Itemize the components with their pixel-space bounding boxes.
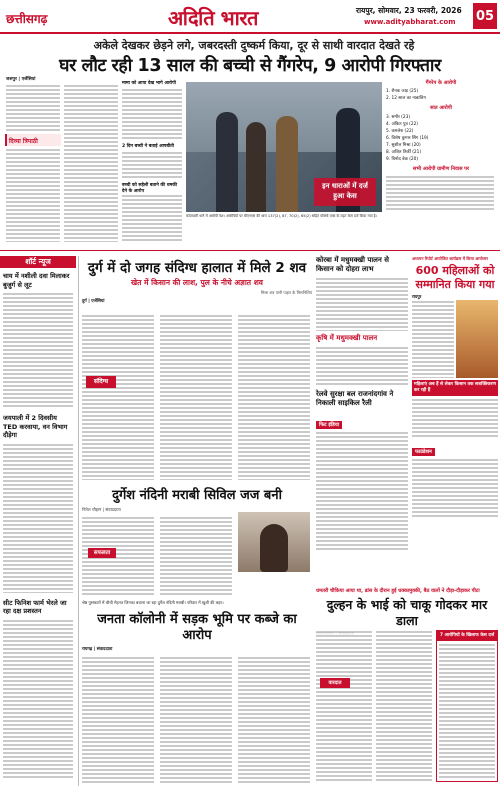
body-text (160, 656, 232, 784)
top-kicker: अकेले देखकर छेड़ने लगे, जबरदस्ती दुष्कर्म किया, दूर से साथी वारदात देखते रहे (93, 39, 415, 52)
korba-story (316, 256, 408, 586)
durg-meta: मिला शव पानी पाइप के मिलनिशिप (260, 290, 312, 295)
accused-line-1: 1. रौनक जाड़ (25) (386, 89, 419, 94)
body-text (64, 84, 118, 242)
subhead: मामा को आया देख भागे आरोपी (122, 81, 176, 86)
wedding-story (316, 588, 498, 786)
tag-label: फाउंडेशन (412, 448, 435, 456)
women-caption: महिलाएं अब हैं से लेकर किसान तक सशक्तिकरण कर रही हैं (412, 380, 498, 396)
story-photo (186, 82, 382, 212)
brief-title: सीट फिनिश फार्म भेरले जा रहा दक्ष प्रशस्तन (3, 598, 67, 615)
logo: अदिति भारत (168, 6, 258, 30)
accused-box (386, 80, 496, 242)
body-text (316, 630, 372, 782)
body-text (122, 194, 182, 242)
person-figure (246, 122, 266, 212)
page-number: 05 (473, 3, 497, 29)
body-text (386, 175, 494, 211)
accused-item: 5. कमलेश (22) (386, 129, 414, 134)
subhead: बच्ची को सहेली बताने की धमकी देने के आरोप (122, 183, 178, 194)
accused-sub-2: सभी आरोपी ग्रामीण निवास पर (412, 166, 470, 172)
accused-item: 3. समीर (23) (386, 115, 410, 120)
women-photo (456, 300, 498, 378)
body-text (316, 346, 408, 386)
top-headline: घर लौट रही 13 साल की बच्ची से गैंगरेप, 9 आरोपी गिरफ्तार (59, 56, 441, 76)
body-text (122, 151, 182, 179)
accused-item: 8. अजित तिर्की (21) (386, 150, 422, 155)
body-text (376, 630, 432, 782)
judge-photo (238, 512, 310, 572)
masthead (0, 0, 500, 32)
colony-dateline: रायगढ़ | संवाददाता (82, 647, 113, 652)
top-story (0, 36, 500, 246)
body-text (6, 148, 60, 242)
colony-story (82, 612, 312, 786)
judge-headline: दुर्गेश नंदिनी मराबी सिविल जज बनी (112, 488, 282, 503)
brief-title: चाय में नशीली दवा मिलाकर बुजुर्ग से लूट (3, 272, 70, 289)
byline: दिव्या त्रिपाठी (9, 138, 38, 145)
wedding-headline: दुल्हन के भाई को चाकू गोदकर मार डाला (326, 597, 488, 628)
rpf-headline: रेलवे सुरक्षा बल राजनांदगांव ने निकाली साइकिल रैली (316, 390, 394, 407)
dateline: जशपुर | एजेंसियां (6, 77, 36, 82)
website[interactable]: www.adityabharat.com (364, 18, 456, 26)
durg-subhead: खेत में किसान की लाश, पुल के नीचे अज्ञात शव (131, 278, 263, 287)
portrait-figure (260, 524, 288, 572)
judge-byline: नितेश चौहान | संवाददाता (82, 507, 121, 512)
body-text (238, 314, 310, 480)
body-text (238, 656, 310, 784)
civil-judge-story (82, 488, 312, 598)
accused-item: 9. विनोद बेक (20) (386, 157, 419, 162)
tag-label: संदिग्ध (86, 376, 116, 388)
tag-label: फिट इंडिया (316, 421, 342, 429)
accused-item: 7. सुशील मिश्रा (20) (386, 143, 421, 148)
state-label: छत्तीसगढ़ (6, 12, 48, 26)
column-rule (78, 256, 79, 786)
colony-headline: जनता कॉलोनी में सड़क भूमि पर कब्जे का आरोप (97, 612, 297, 643)
body-text (3, 292, 73, 408)
body-text (160, 314, 232, 480)
body-text (6, 84, 60, 132)
person-figure (216, 112, 238, 212)
wedding-kicker: धमतरी चौकिया आया था, ढांस के दौरान हुई धक्कामुक्की, बैठ वालों ने दौड़ा-दौड़ाकर पीटा (316, 588, 480, 594)
body-text (439, 643, 495, 779)
subhead: 2 दिन बच्ची ने बताई आपबीती (122, 144, 174, 149)
durg-headline: दुर्ग में दो जगह संदिग्ध हालात में मिले 2 शव (87, 260, 307, 276)
section-divider (0, 250, 500, 251)
tag-label: वारदात (320, 678, 350, 688)
body-text (3, 443, 73, 593)
accused-sub: सात आरोपी (430, 105, 452, 111)
body-text (82, 656, 154, 784)
body-text (3, 619, 73, 779)
women-headline: 600 महिलाओं को सम्मानित किया गया (415, 264, 495, 291)
korba-pull: कृषि में मधुमक्खी पालन (316, 334, 378, 342)
accused-line-2: 2. 12 साल का नाबालिग (386, 96, 426, 101)
accused-box (436, 630, 498, 782)
overlay-label: इन धाराओं में दर्ज हुआ केस (322, 182, 368, 200)
women-dateline: रायपुर (412, 294, 422, 299)
body-text (412, 300, 454, 378)
body-text (122, 88, 182, 140)
tag-label: सफलता (88, 548, 116, 558)
byline-box (5, 134, 61, 146)
body-text (82, 314, 154, 480)
short-news-column (0, 256, 76, 786)
women-story (412, 256, 498, 586)
body-text (160, 516, 232, 596)
durg-story (82, 256, 312, 486)
judge-caption: श्रेष्ठ पुरस्कारों में चौथी मेहनत जिनका बचाना जा रहा दुर्गेश नंदिनी मराबी। परिवार में खुशी की लहर। (82, 600, 224, 605)
masthead-rule (0, 32, 500, 34)
brief-title: जयपाली में 2 दिवसीय TED करवाया, वन विभाग दौड़ेगा (3, 414, 68, 439)
durg-dateline: दुर्ग | एजेंसियां (82, 299, 105, 304)
body-text (412, 458, 498, 518)
short-news-header: शॉर्ट न्यूज (0, 256, 76, 268)
body-text (316, 431, 408, 551)
korba-headline: कोरबा में मधुमक्खी पालन से किसान को दोहरा लाभ (316, 256, 389, 273)
body-text (316, 277, 408, 331)
date-line: रायपुर, सोमवार, 23 फरवरी, 2026 (356, 6, 462, 15)
women-kicker: अध्ययन रिपोर्ट आयोजित कार्यक्रम में किया आयोजन (412, 256, 488, 261)
photo-caption: कोतवाली थाने में आरोपी पेश। आरोपियों पर बीएनएस की धारा 137(2), 87, 70(2), 65(2) सहित पॉक्सो एक्ट के तहत केस दर्ज किया गया है। (186, 214, 377, 218)
accused-title: गैंगरेप के आरोपी (425, 80, 457, 86)
overlay-box (314, 178, 376, 206)
box-title: 7 आरोपियों के खिलाफ केस दर्ज (437, 631, 497, 641)
accused-item: 6. विशेष कुमार सिंग (19) (386, 136, 429, 141)
body-text (412, 398, 498, 438)
person-figure (276, 116, 298, 212)
accused-item: 4. अंकित पुत्र (22) (386, 122, 418, 127)
